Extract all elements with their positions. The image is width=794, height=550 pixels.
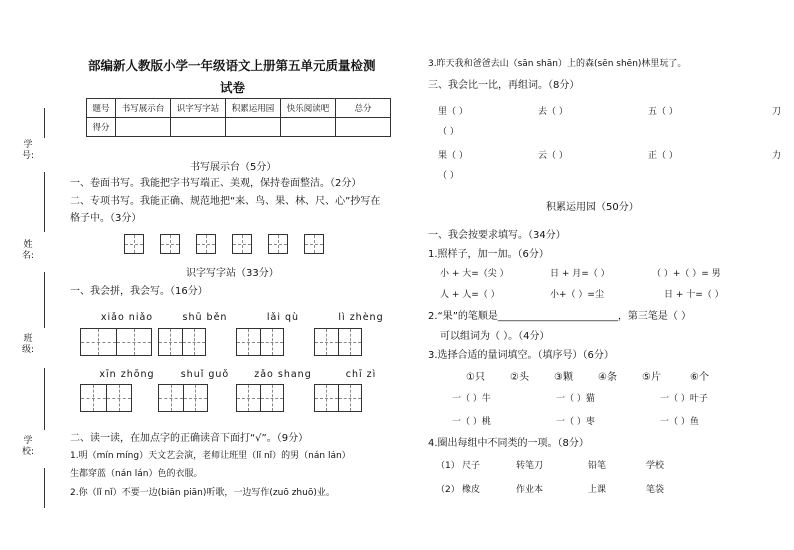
score-cell[interactable] [226,118,281,137]
question-1: 一、卷面书写。我能把字书写端正、美观，保持卷面整洁。（2分） [70,178,362,189]
compare-item: 去（ ） [538,107,568,117]
pinyin-answer-box[interactable] [158,328,206,356]
group-word[interactable]: 作业本 [516,485,544,495]
writing-grid-cell[interactable] [232,234,252,254]
margin-line [44,108,45,138]
margin-label-name: 姓名: [22,240,35,261]
add-item: 小 + 大=（尖 ） [440,269,509,279]
sentence-2: 2.你（lǐ nǐ）不要一边(biān piān)听歌，一边写作(zuō zhuō)业。 [70,488,335,498]
group-word[interactable]: 橡皮 [462,485,481,495]
score-header: 识字写字站 [171,99,226,118]
page-subtitle: 试卷 [220,80,246,95]
add-item: 人 + 人=（ ） [440,290,500,300]
pinyin-label: shū běn [182,312,228,323]
compare-item: 力 [772,151,782,161]
compare-item: 云（ ） [538,151,568,161]
measure-word-blank: 一（ ）猫 [556,394,595,404]
margin-label-id: 学号: [22,140,35,161]
part-2-line2: 可以组词为（ ）。（4分） [440,331,550,342]
measure-word-option: ⑥个 [690,372,709,383]
question-6: 一、我会按要求填写。（34分） [428,230,566,241]
section-literacy: 识字写字站（33分） [186,268,279,279]
pinyin-answer-box[interactable] [236,328,284,356]
page-title: 部编新人教版小学一年级语文上册第五单元质量检测 [88,58,376,73]
score-cell[interactable] [171,118,226,137]
pinyin-answer-box[interactable] [80,328,152,356]
group-word[interactable]: 尺子 [462,461,481,471]
writing-grid-cell[interactable] [304,234,324,254]
pinyin-label: xiǎo niǎo [100,312,154,323]
compare-item: 正（ ） [648,151,678,161]
measure-word-blank: 一（ ）桃 [452,417,491,427]
measure-word-option: ①只 [466,372,485,383]
group-word[interactable]: 笔袋 [646,485,665,495]
measure-word-blank: 一（ ）鱼 [660,417,699,427]
question-5: 三、我会比一比，再组词。（8分） [428,80,580,91]
score-cell[interactable] [336,118,391,137]
pinyin-label: lǎi qù [266,312,300,323]
measure-word-blank: 一（ ）叶子 [660,394,708,404]
writing-grid-cell[interactable] [268,234,288,254]
sentence-1-line2: 生都穿蓝（nán lán）色的衣服。 [70,469,203,479]
score-header: 快乐阅读吧 [281,99,336,118]
part-2: 2.“果”的笔顺是________________________，第三笔是（ ） [428,311,692,322]
writing-grid-cell[interactable] [196,234,216,254]
pinyin-label: xīn zhōng [99,369,155,380]
score-row-label: 得分 [87,118,116,137]
writing-grid-cell[interactable] [124,234,144,254]
score-header: 题号 [87,99,116,118]
score-cell[interactable] [281,118,336,137]
measure-word-option: ④条 [598,372,617,383]
group-word[interactable]: 转笔刀 [516,461,544,471]
compare-item-wrap: （ ） [438,127,459,137]
part-4: 4.圈出每组中不同类的一项。（8分） [428,438,589,449]
measure-word-blank: 一（ ）牛 [452,394,491,404]
group-label: （1） [436,461,460,471]
compare-item: 里（ ） [438,107,468,117]
add-item: （ ）+（ ）= 男 [652,269,721,279]
question-2-line2: 格子中。（3分） [70,213,142,224]
margin-line [44,468,45,508]
measure-word-option: ③颗 [554,372,573,383]
measure-word-blank: 一（ ）枣 [556,417,595,427]
section-accumulate: 积累运用园（50分） [546,202,639,213]
pinyin-answer-box[interactable] [314,328,362,356]
pinyin-label: chī zì [345,369,377,380]
margin-label-class: 班级: [22,334,35,355]
pinyin-label: zǎo shang [254,369,312,380]
pinyin-answer-box[interactable] [158,384,208,412]
part-1: 1.照样子，加一加。（6分） [428,249,549,260]
pinyin-label: shuǐ guǒ [180,369,230,380]
margin-line [44,368,45,430]
group-word[interactable]: 学校 [646,461,665,471]
measure-word-option: ②头 [510,372,529,383]
compare-item: 五（ ） [648,107,678,117]
score-header: 书写展示台 [116,99,171,118]
pinyin-answer-box[interactable] [236,384,284,412]
group-word[interactable]: 铅笔 [588,461,607,471]
score-cell[interactable] [116,118,171,137]
sentence-3: 3.昨天我和爸爸去山（sān shān）上的森(sēn shēn)林里玩了。 [428,59,687,69]
part-3: 3.选择合适的量词填空。（填序号）（6分） [428,350,614,361]
section-writing: 书写展示台（5分） [190,162,277,173]
question-4: 二、读一读，在加点字的正确读音下面打“√”。（9分） [70,433,309,444]
pinyin-answer-box[interactable] [314,384,362,412]
score-table [86,98,391,137]
group-word[interactable]: 上课 [588,485,607,495]
margin-label-school: 学校: [22,436,35,457]
add-item: 日 + 月=（ ） [550,269,610,279]
pinyin-label: lì zhèng [338,312,384,323]
score-header: 积累运用园 [226,99,281,118]
group-label: （2） [436,485,460,495]
question-3: 一、我会拼，我会写。（16分） [70,286,208,297]
writing-grid-cell[interactable] [160,234,180,254]
compare-item: 刀 [772,107,782,117]
margin-line [44,172,45,232]
question-2-line1: 二、专项书写。我能正确、规范地把“来、鸟、果、林、尺、心”抄写在 [70,196,381,207]
score-header: 总分 [336,99,391,118]
add-item: 小+（ ）=尘 [550,290,604,300]
add-item: 日 + 十=（ ） [664,290,724,300]
compare-item: 果（ ） [438,151,468,161]
measure-word-option: ⑤片 [642,372,661,383]
margin-line [44,272,45,328]
compare-item-wrap: （ ） [438,171,459,181]
sentence-1-line1: 1.明（mín míng）天文艺会演，老师让班里（lǐ nǐ）的男（nán lán） [70,451,351,461]
pinyin-answer-box[interactable] [80,384,132,412]
